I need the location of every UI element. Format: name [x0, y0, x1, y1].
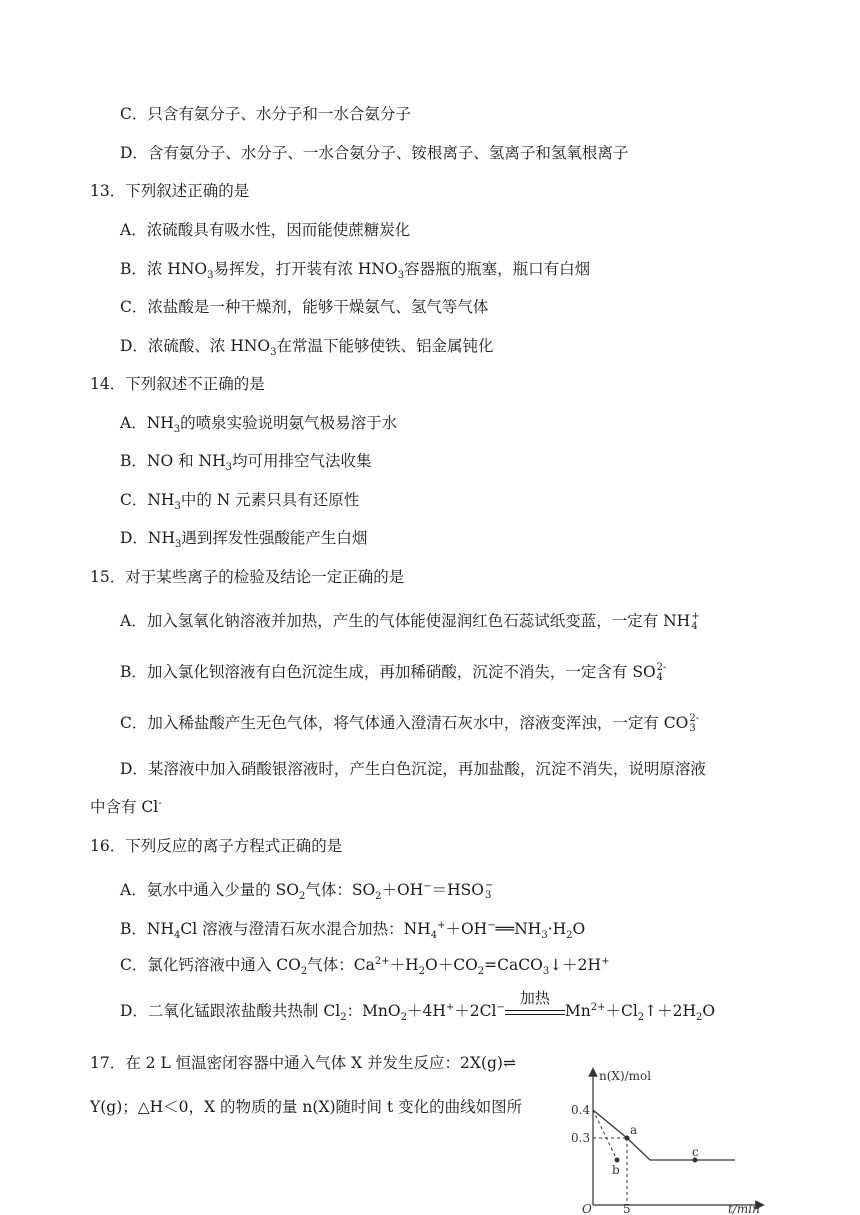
q13-option-a: A．浓硫酸具有吸水性，因而能使蔗糖炭化 — [120, 221, 411, 239]
point-b — [615, 1158, 620, 1163]
x-tick-5: 5 — [623, 1202, 631, 1215]
origin-label: O — [582, 1202, 592, 1215]
q12-option-c: C．只含有氨分子、水分子和一水合氨分子 — [120, 105, 411, 123]
q15-option-a: A．加入氢氧化钠溶液并加热，产生的气体能使湿润红色石蕊试纸变蓝，一定有 NH + 4 — [120, 611, 700, 632]
q13-stem: 13．下列叙述正确的是 — [90, 182, 250, 200]
q14-option-c: C．$NH_3$中的 N 元素只具有还原性 — [120, 491, 360, 513]
q15-option-d-line1: D．某溶液中加入硝酸银溶液时，产生白色沉淀，再加盐酸，沉淀不消失，说明原溶液 — [120, 760, 706, 778]
point-a-label: a — [630, 1123, 638, 1137]
heating-condition: 加热 — [505, 1010, 565, 1021]
q14-option-a: A．$NH_3$的喷泉实验说明氨气极易溶于水 — [120, 414, 398, 436]
q12-option-d: D．含有氨分子、水分子、一水合氨分子、铵根离子、氢离子和氢氧根离子 — [120, 144, 629, 162]
y-tick-0.4: 0.4 — [571, 1103, 591, 1117]
point-b-label: b — [612, 1163, 620, 1177]
y-axis-label: n(X)/mol — [599, 1069, 652, 1083]
q16-option-b: B．$NH_4Cl$ 溶液与澄清石灰水混合加热：$NH_4^++OH^-══NH_3\cdot H_2O$ — [120, 919, 586, 942]
q15-stem: 15．对于某些离子的检验及结论一定正确的是 — [90, 568, 405, 586]
q13-option-d: D．浓硫酸、浓 $HNO_3$在常温下能够使铁、铝金属钝化 — [120, 337, 494, 359]
curve-b — [593, 1110, 617, 1160]
q16-option-d: D．二氧化锰跟浓盐酸共热制 $Cl_2$：MnO$_2$＋4H+＋2Cl− 加热 $Mn^{2+}+Cl_2↑+2H_2O$ — [120, 989, 716, 1024]
point-c-label: c — [692, 1145, 699, 1159]
q14-stem: 14．下列叙述不正确的是 — [90, 375, 265, 393]
q15-option-d-line2: 中含有 Cl- — [90, 797, 162, 816]
q17-line2: Y(g)；△H＜0，X 的物质的量 n(X)随时间 t 变化的曲线如图所 — [90, 1098, 523, 1116]
q14-option-b: B．NO 和 $NH_3$均可用排空气法收集 — [120, 452, 372, 474]
q16-stem: 16．下列反应的离子方程式正确的是 — [90, 837, 343, 855]
q15-option-c: C．加入稀盐酸产生无色气体，将气体通入澄清石灰水中，溶液变浑浊，一定有 CO 2- 3 — [120, 713, 700, 734]
q16-option-c: C．氯化钙溶液中通入 $CO_2$气体：$Ca^{2+}+H_2O+CO_2=CaCO_3↓+2H^+$ — [120, 955, 610, 978]
nx-time-graph — [565, 1060, 765, 1215]
q13-option-b: B．浓 $HNO_3$易挥发，打开装有浓 $HNO_3$容器瓶的瓶塞，瓶口有白烟 — [120, 260, 591, 282]
y-tick-0.3: 0.3 — [571, 1131, 591, 1145]
q17-line1: 17．在 2 L 恒温密闭容器中通入气体 X 并发生反应：2X(g)⇌ — [90, 1054, 516, 1072]
q14-option-d: D．$NH_3$遇到挥发性强酸能产生白烟 — [120, 529, 368, 551]
x-axis-label: t/min — [728, 1202, 760, 1215]
q15-option-b: B．加入氯化钡溶液有白色沉淀生成，再加稀硝酸，沉淀不消失，一定含有 SO 2- 4 — [120, 662, 667, 683]
curve-main — [593, 1110, 735, 1160]
q13-option-c: C．浓盐酸是一种干燥剂，能够干燥氨气、氢气等气体 — [120, 298, 489, 316]
point-a — [625, 1136, 630, 1141]
q16-option-a: A．氨水中通入少量的 $SO_2$气体：$SO_2+OH^-=HSO$ − 3 — [120, 880, 494, 903]
